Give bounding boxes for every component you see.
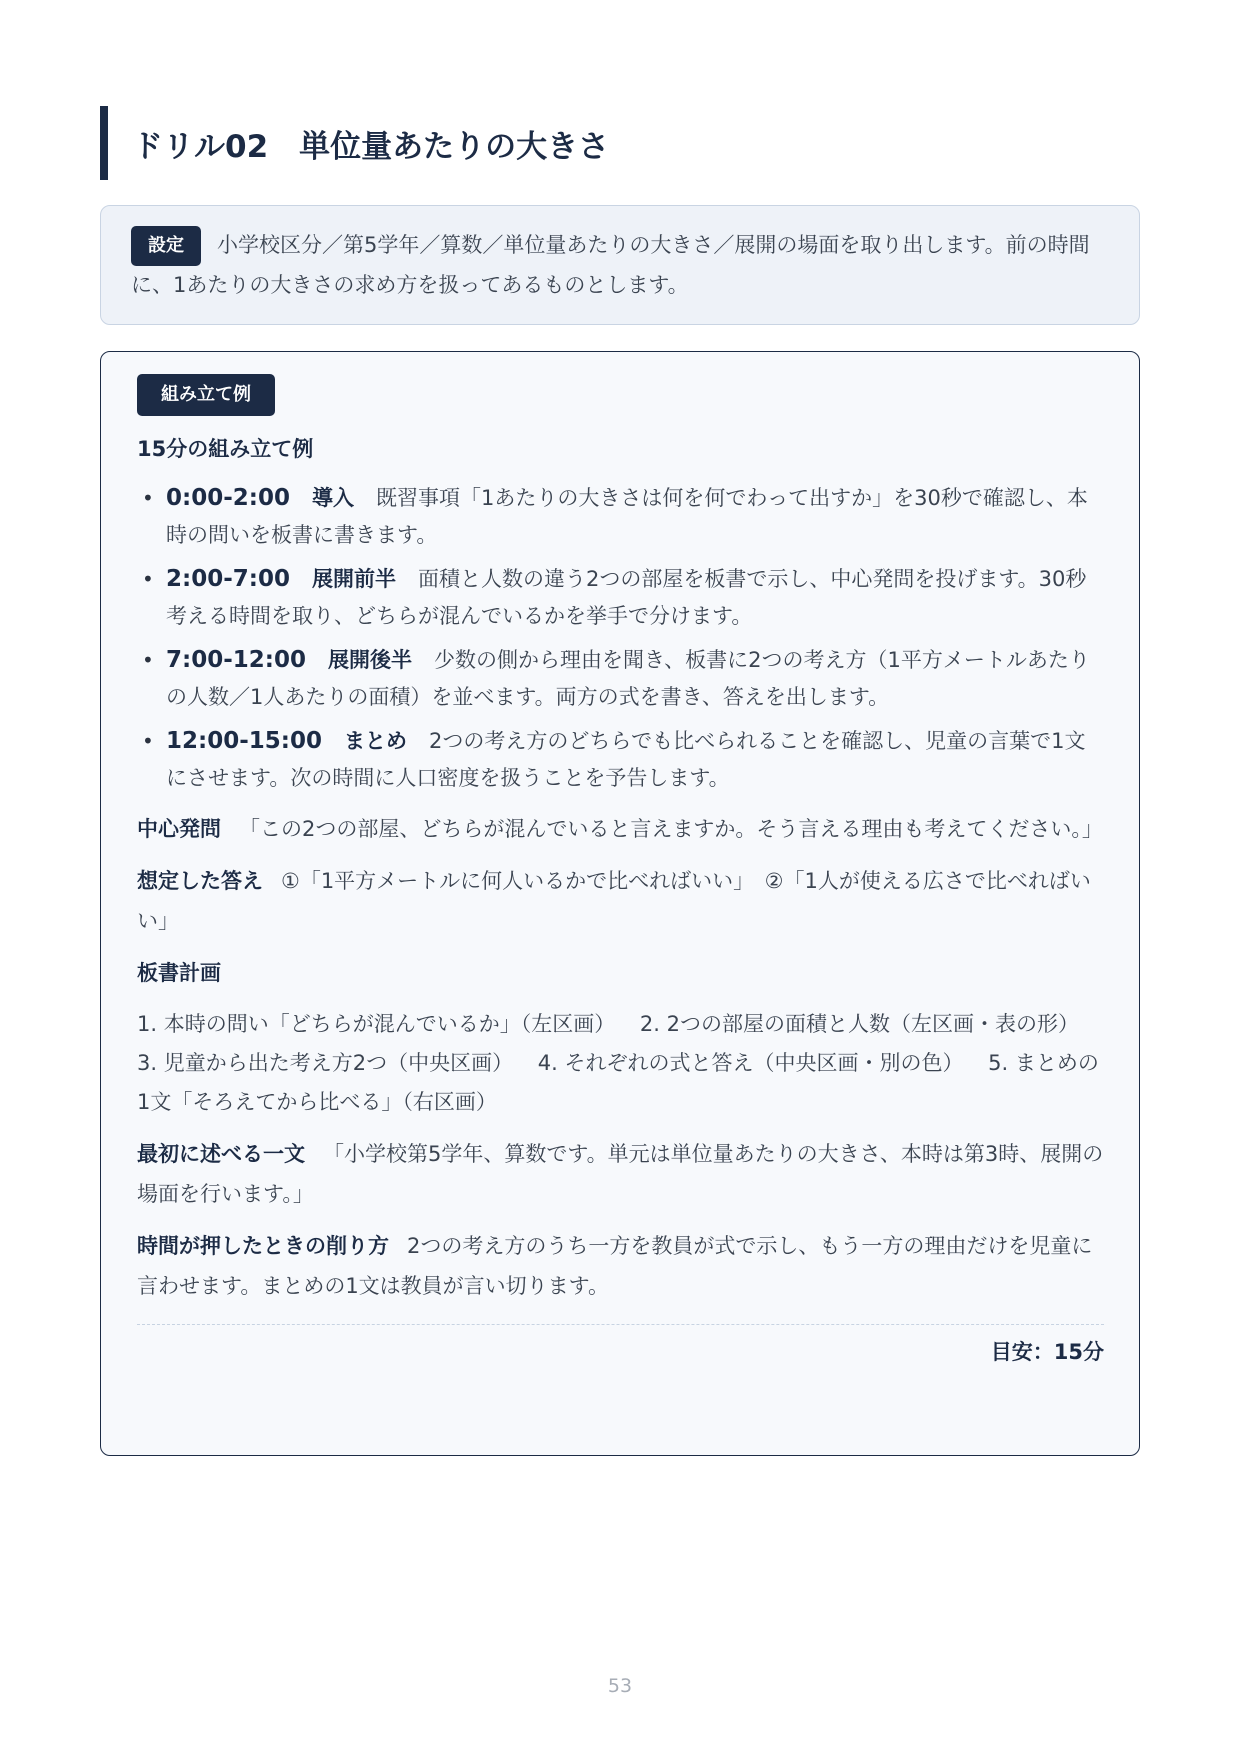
schedule-time: 0:00-2:00 (166, 485, 290, 511)
opening-line (137, 1134, 1104, 1214)
divider (137, 1324, 1104, 1325)
bullet-icon: • (142, 648, 154, 672)
board-plan-item: 3. 児童から出た考え方2つ（中央区画） (137, 1051, 514, 1075)
expected-answers-text: ①「1平方メートルに何人いるかで比べればいい」 ②「1人が使える広さで比べればいい」 (137, 869, 1091, 933)
page-number: 53 (607, 1675, 633, 1697)
example-tag: 組み立て例 (137, 374, 275, 416)
schedule-phase: 展開前半 (311, 567, 396, 591)
example-heading: 15分の組み立て例 (137, 437, 314, 461)
expected-answers-label: 想定した答え (137, 869, 263, 893)
schedule-list (137, 480, 1104, 797)
board-plan-heading: 板書計画 (137, 961, 221, 985)
board-plan-item: 5. まとめの1文「そろえてから比べる」（右区画） (137, 1051, 1099, 1114)
central-question-text: 「この2つの部屋、どちらが混んでいると言えますか。そう言える理由も考えてください。」 (239, 817, 1103, 841)
schedule-time: 12:00-15:00 (166, 728, 322, 754)
schedule-item (137, 561, 1104, 635)
bullet-icon: • (142, 729, 154, 753)
schedule-text: 少数の側から理由を聞き、板書に2つの考え方（1平方メートルあたりの人数／1人あたりの面積）を並べます。両方の式を書き、答えを出します。 (166, 648, 1090, 709)
setting-text: 小学校区分／第5学年／算数／単位量あたりの大きさ／展開の場面を取り出します。前の時間に、1あたりの大きさの求め方を扱ってあるものとします。 (131, 233, 1090, 297)
time-short-text: 2つの考え方のうち一方を教員が式で示し、もう一方の理由だけを児童に言わせます。まとめの1文は教員が言い切ります。 (137, 1234, 1093, 1298)
schedule-time: 7:00-12:00 (166, 647, 306, 673)
opening-line-label: 最初に述べる一文 (137, 1142, 305, 1166)
setting-tag: 設定 (131, 226, 201, 266)
board-plan-item: 2. 2つの部屋の面積と人数（左区画・表の形） (639, 1012, 1079, 1036)
schedule-text: 2つの考え方のどちらでも比べられることを確認し、児童の言葉で1文にさせます。次の時間に人口密度を扱うことを予告します。 (166, 729, 1086, 790)
central-question (137, 809, 1104, 849)
time-short-label: 時間が押したときの削り方 (137, 1234, 389, 1258)
page-title: ドリル02 単位量あたりの大きさ (100, 106, 609, 180)
board-plan (137, 1005, 1104, 1122)
expected-answers (137, 861, 1104, 941)
schedule-text: 既習事項「1あたりの大きさは何を何でわって出すか」を30秒で確認し、本時の問いを板書に書きます。 (166, 486, 1088, 547)
schedule-phase: 導入 (311, 486, 354, 510)
board-plan-item: 1. 本時の問い「どちらが混んでいるか」（左区画） (137, 1012, 616, 1036)
schedule-text: 面積と人数の違う2つの部屋を板書で示し、中心発問を投げます。30秒考える時間を取り、どちらが混んでいるかを挙手で分けます。 (166, 567, 1087, 628)
schedule-phase: まとめ (343, 729, 407, 753)
schedule-item (137, 642, 1104, 716)
setting-box (100, 205, 1140, 325)
board-plan-item: 4. それぞれの式と答え（中央区画・別の色） (537, 1051, 964, 1075)
schedule-item (137, 480, 1104, 554)
schedule-time: 2:00-7:00 (166, 566, 290, 592)
schedule-item (137, 723, 1104, 797)
bullet-icon: • (142, 567, 154, 591)
time-short-plan (137, 1226, 1104, 1306)
opening-line-text: 「小学校第5学年、算数です。単元は単位量あたりの大きさ、本時は第3時、展開の場面を行います。」 (137, 1142, 1104, 1206)
time-estimate: 目安：15分 (990, 1340, 1104, 1364)
schedule-phase: 展開後半 (327, 648, 412, 672)
central-question-label: 中心発問 (137, 817, 221, 841)
example-box (100, 351, 1140, 1456)
bullet-icon: • (142, 486, 154, 510)
